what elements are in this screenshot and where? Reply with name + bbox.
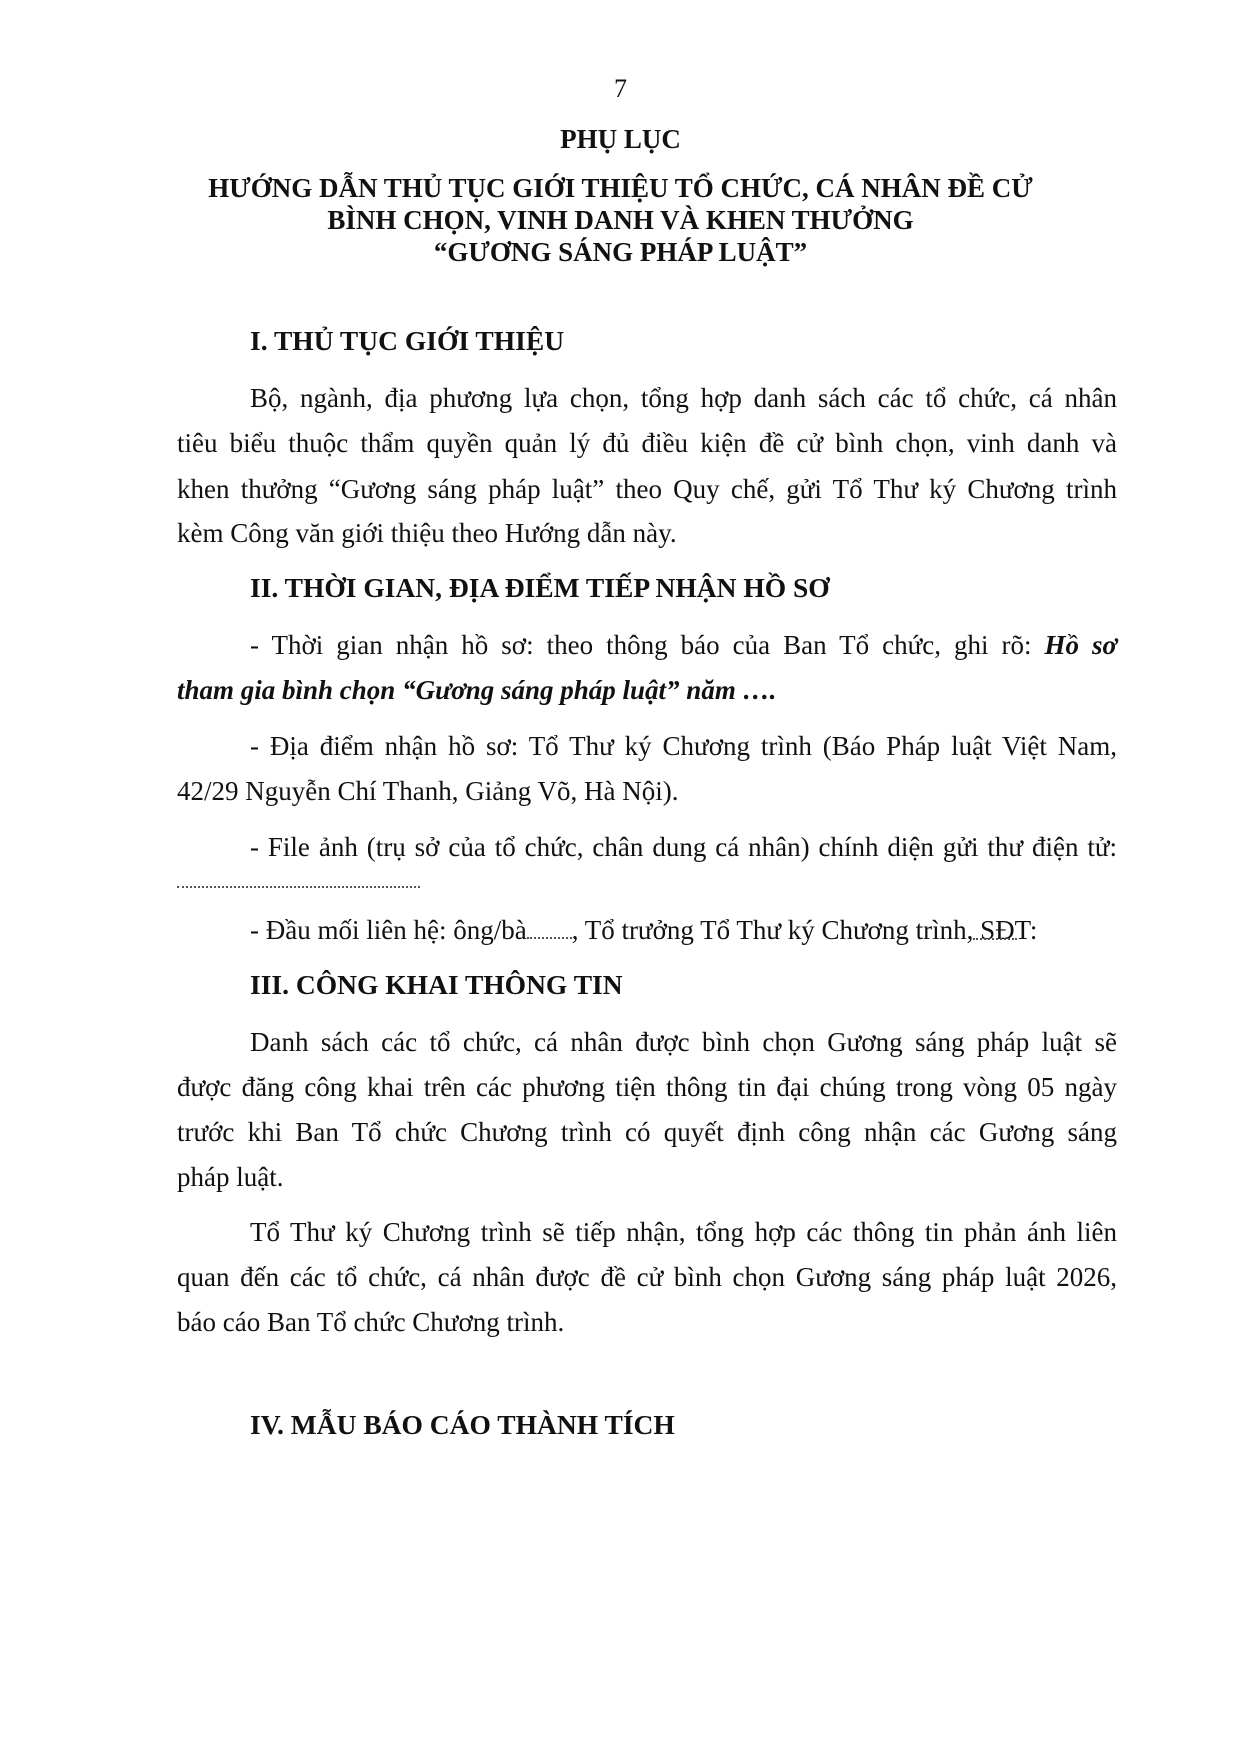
- section-1-line-1: Bộ, ngành, địa phương lựa chọn, tổng hợp danh sách các tổ chức, cá nhân: [250, 383, 1117, 413]
- time-received-text: - Thời gian nhận hồ sơ: theo thông báo của Ban Tổ chức, ghi rõ:: [250, 630, 1032, 660]
- place-received-line-1: - Địa điểm nhận hồ sơ: Tổ Thư ký Chương trình (Báo Pháp luật Việt Nam,: [250, 731, 1117, 761]
- time-received-emphasis-2: tham gia bình chọn “Gương sáng pháp luật” năm ….: [177, 675, 777, 705]
- section-3-heading: III. CÔNG KHAI THÔNG TIN: [250, 969, 623, 1000]
- time-received-emphasis-1: Hồ sơ: [1044, 630, 1117, 660]
- section-2-heading: II. THỜI GIAN, ĐỊA ĐIỂM TIẾP NHẬN HỒ SƠ: [250, 572, 830, 603]
- section-1-line-3: khen thưởng “Gương sáng pháp luật” theo Quy chế, gửi Tổ Thư ký Chương trình: [177, 474, 1117, 504]
- section-3-para-2-line-3: báo cáo Ban Tổ chức Chương trình.: [177, 1307, 565, 1337]
- contact-name-dots: [527, 937, 572, 939]
- section-3-para-1-line-1: Danh sách các tổ chức, cá nhân được bình chọn Gương sáng pháp luật sẽ: [250, 1027, 1117, 1057]
- section-3-para-2-line-1: Tổ Thư ký Chương trình sẽ tiếp nhận, tổng hợp các thông tin phản ánh liên: [250, 1217, 1117, 1247]
- section-1-line-2: tiêu biểu thuộc thẩm quyền quản lý đủ điều kiện đề cử bình chọn, vinh danh và: [177, 428, 1117, 458]
- document-title-line-2: BÌNH CHỌN, VINH DANH VÀ KHEN THƯỞNG: [327, 205, 914, 235]
- page-number: 7: [614, 74, 627, 103]
- contact-line: [250, 915, 1117, 945]
- section-3-para-1-line-2: được đăng công khai trên các phương tiện thông tin đại chúng trong vòng 05 ngày: [177, 1072, 1117, 1102]
- section-3-para-1-line-4: pháp luật.: [177, 1162, 284, 1192]
- section-1-line-4: kèm Công văn giới thiệu theo Hướng dẫn này.: [177, 518, 677, 548]
- photo-file-line: - File ảnh (trụ sở của tổ chức, chân dung cá nhân) chính diện gửi thư điện tử:: [250, 832, 1117, 862]
- section-3-para-2-line-2: quan đến các tổ chức, cá nhân được đề cử bình chọn Gương sáng pháp luật 2026,: [177, 1262, 1117, 1292]
- contact-label: - Đầu mối liên hệ: ông/bà: [250, 915, 527, 945]
- document-title-line-1: HƯỚNG DẪN THỦ TỤC GIỚI THIỆU TỔ CHỨC, CÁ NHÂN ĐỀ CỬ: [208, 173, 1033, 203]
- email-placeholder-dots: [177, 886, 420, 888]
- section-3-para-1-line-3: trước khi Ban Tổ chức Chương trình có quyết định công nhận các Gương sáng: [177, 1117, 1117, 1147]
- time-received-line: [250, 630, 1117, 660]
- place-received-line-2: 42/29 Nguyễn Chí Thanh, Giảng Võ, Hà Nội).: [177, 776, 679, 806]
- section-4-heading: IV. MẪU BÁO CÁO THÀNH TÍCH: [250, 1409, 675, 1440]
- contact-role: , Tổ trưởng Tổ Thư ký Chương trình, SĐT:: [571, 915, 1038, 945]
- appendix-title: PHỤ LỤC: [560, 124, 681, 154]
- section-1-heading: I. THỦ TỤC GIỚI THIỆU: [250, 325, 565, 356]
- document-title-line-3: “GƯƠNG SÁNG PHÁP LUẬT”: [433, 237, 808, 267]
- phone-placeholder-dots: [973, 938, 1017, 940]
